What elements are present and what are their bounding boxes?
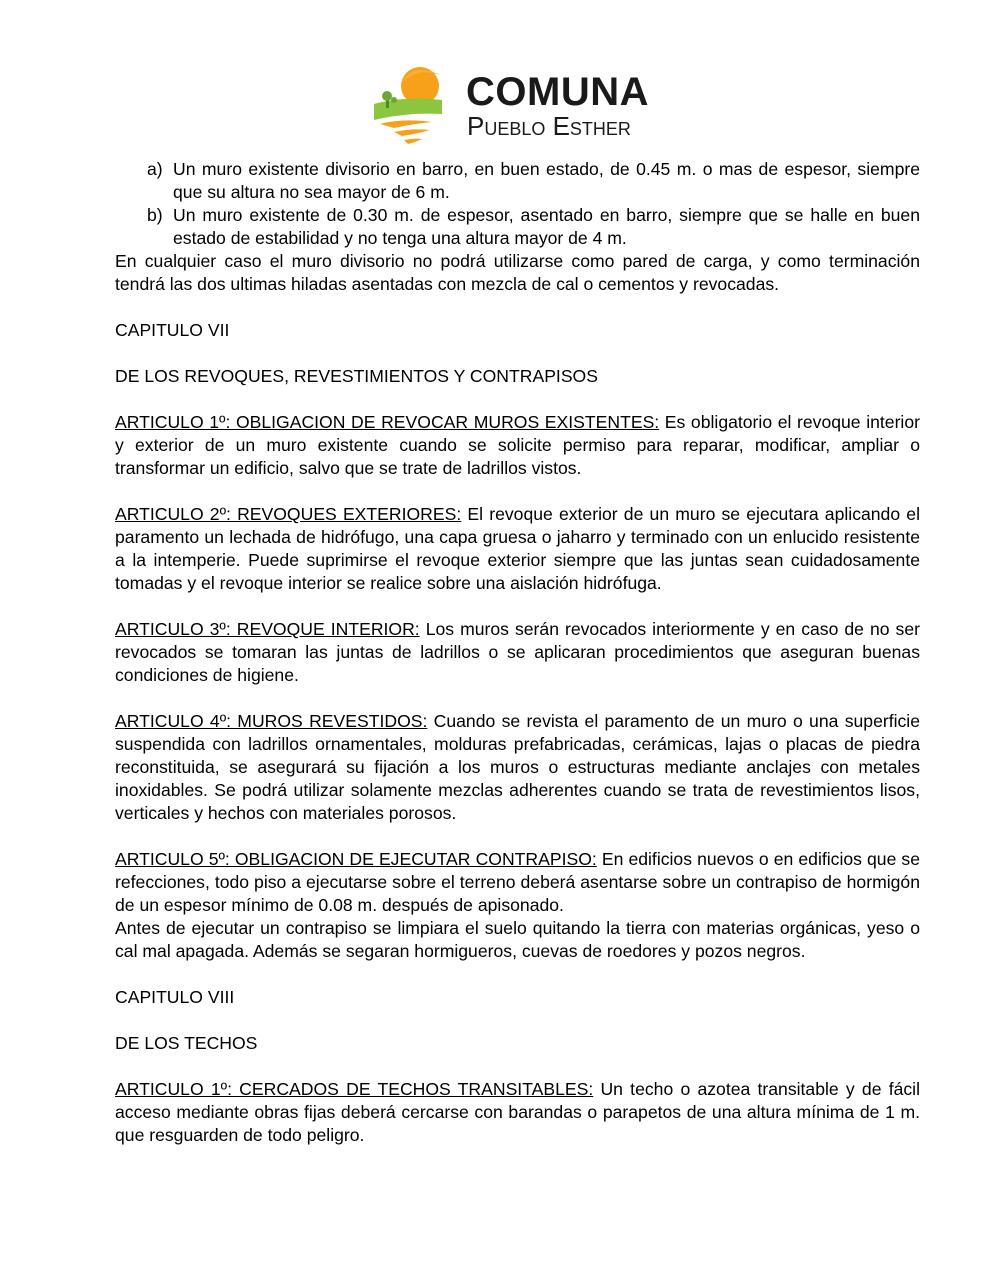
list-marker: b) <box>147 205 163 225</box>
chapter-heading: CAPITULO VII <box>115 320 230 340</box>
article-title: ARTICULO 1º: OBLIGACION DE REVOCAR MUROS EXISTENTES: <box>115 412 660 432</box>
article-title: ARTICULO 4º: MUROS REVESTIDOS: <box>115 711 428 731</box>
article-paragraph <box>115 1078 920 1147</box>
article-text: Los muros serán revocados interiormente y en caso de no ser revocados se tomaran las juntas de ladrillos o se aplicaran procedimientos que aseguran buenas condiciones de higiene. <box>115 619 920 685</box>
article-title: ARTICULO 2º: REVOQUES EXTERIORES: <box>115 504 462 524</box>
logo-subtitle: Pueblo Esther <box>467 111 631 141</box>
chapter-heading: CAPITULO VIII <box>115 987 235 1007</box>
article-text: Es obligatorio el revoque interior y exterior de un muro existente cuando se solicite permiso para reparar, modificar, ampliar o transformar un edificio, salvo que se trate de ladrillos vistos. <box>115 412 920 478</box>
article-text: Cuando se revista el paramento de un muro o una superficie suspendida con ladrillos ornamentales, molduras prefabricadas, cerámicas, lajas o placas de piedra reconstituida, se asegurará su fijación a los muros o estructuras mediante anclajes con metales inoxidables. Se podrá utilizar solamente mezclas adherentes cuando se trata de revestimientos lisos, verticales y hechos con materiales porosos. <box>115 711 920 823</box>
article-paragraph <box>115 411 920 480</box>
article-text: En edificios nuevos o en edificios que se refecciones, todo piso a ejecutarse sobre el terreno deberá asentarse sobre un contrapiso de hormigón de un espesor mínimo de 0.08 m. después de apisonado. <box>115 849 921 915</box>
chapter-title: DE LOS REVOQUES, REVESTIMIENTOS Y CONTRAPISOS <box>115 366 598 386</box>
article-title: ARTICULO 5º: OBLIGACION DE EJECUTAR CONTRAPISO: <box>115 849 597 869</box>
paragraph: En cualquier caso el muro divisorio no podrá utilizarse como pared de carga, y como terminación tendrá las dos ultimas hiladas asentadas con mezcla de cal o cementos y revocadas. <box>115 251 920 294</box>
list-marker: a) <box>147 159 163 179</box>
article-text: Un techo o azotea transitable y de fácil acceso mediante obras fijas deberá cercarse con barandas o parapetos de una altura mínima de 1 m. que resguarden de todo peligro. <box>115 1079 920 1145</box>
article-text: El revoque exterior de un muro se ejecutara aplicando el paramento un lechada de hidrófugo, una capa gruesa o jaharro y terminado con un enlucido resistente a la intemperie. Puede suprimirse el revoque exterior siempre que las juntas sean cuidadosamente tomadas y el revoque interior se realice sobre una aislación hidrófuga. <box>115 504 920 593</box>
article-paragraph <box>115 618 920 687</box>
document-body <box>115 158 920 1147</box>
list-item <box>115 204 920 250</box>
paragraph: Antes de ejecutar un contrapiso se limpiara el suelo quitando la tierra con materias orgánicas, yeso o cal mal apagada. Además se segaran hormigueros, cuevas de roedores y pozos negros. <box>115 918 920 961</box>
list-item-text: Un muro existente divisorio en barro, en buen estado, de 0.45 m. o mas de espesor, siempre que su altura no sea mayor de 6 m. <box>173 159 920 202</box>
chapter-title: DE LOS TECHOS <box>115 1033 258 1053</box>
sun-river-emblem-icon <box>372 62 464 154</box>
comuna-logo <box>372 62 672 154</box>
article-paragraph <box>115 503 920 595</box>
logo-title: COMUNA <box>466 70 649 114</box>
list-item-text: Un muro existente de 0.30 m. de espesor, asentado en barro, siempre que se halle en buen estado de estabilidad y no tenga una altura mayor de 4 m. <box>173 205 920 248</box>
article-title: ARTICULO 3º: REVOQUE INTERIOR: <box>115 619 420 639</box>
list-item <box>115 158 920 204</box>
article-paragraph <box>115 848 920 917</box>
article-paragraph <box>115 710 920 825</box>
article-title: ARTICULO 1º: CERCADOS DE TECHOS TRANSITABLES: <box>115 1079 594 1099</box>
